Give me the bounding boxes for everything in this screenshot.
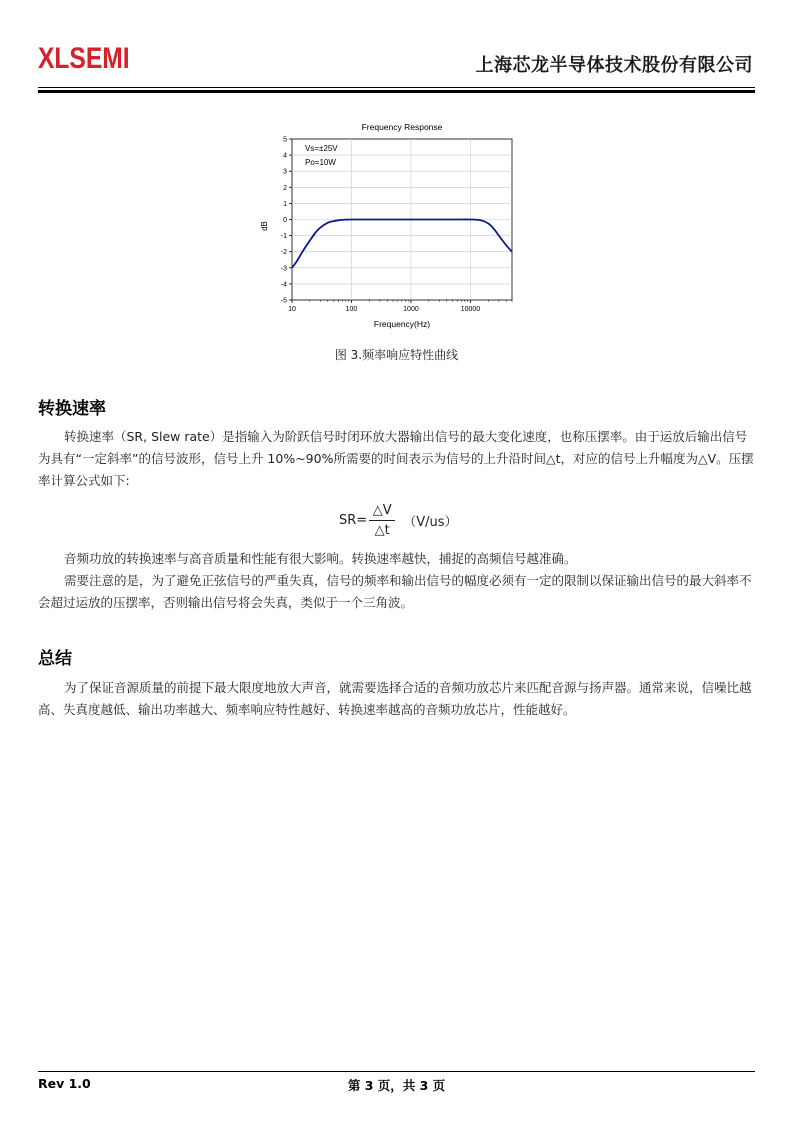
x-axis xyxy=(288,300,512,313)
slew-rate-paragraph-3: 需要注意的是，为了避免正弦信号的严重失真，信号的频率和输出信号的幅度必须有一定的限制以保证输出信号的最大斜率不会超过运放的压摆率，否则输出信号将会失真，类似于一个三角波。 xyxy=(38,573,752,610)
y-tick-label: 0 xyxy=(283,217,287,224)
y-tick-label: -3 xyxy=(280,265,287,273)
formula-denominator: △t xyxy=(374,522,390,538)
slew-rate-title: 转换速率 xyxy=(38,399,106,419)
y-tick-label: 1 xyxy=(283,200,287,208)
chart-title: Frequency Response xyxy=(361,122,443,132)
y-tick-label: -2 xyxy=(280,249,287,257)
y-tick-label: -1 xyxy=(280,233,287,241)
x-axis-label: Frequency(Hz) xyxy=(373,319,431,329)
frequency-response-chart xyxy=(250,118,530,338)
revision-label: Rev 1.0 xyxy=(38,1076,91,1091)
figure-caption: 图 3.频率响应特性曲线 xyxy=(334,348,459,362)
x-tick-label: 10000 xyxy=(460,306,481,313)
slew-rate-paragraph-1: 转换速率（SR, Slew rate）是指输入为阶跃信号时闭环放大器输出信号的最大变化速度，也称压摆率。由于运放后输出信号为具有“一定斜率”的信号波形，信号上升 10%~90%所需要的时间表示为信号的上升沿时间△t，对应的信号上升幅度为△V。压摆率计算公式如下: xyxy=(38,429,754,488)
xlsemi-logo: XLSEMI xyxy=(38,42,130,75)
annotation-po: Po=10W xyxy=(305,158,336,167)
response-curve xyxy=(292,219,512,267)
page-number: 第 3 页，共 3 页 xyxy=(347,1078,446,1093)
footer-divider xyxy=(38,1071,755,1072)
formula-unit: （V/us） xyxy=(403,514,458,530)
formula-fraction xyxy=(369,503,395,538)
slew-rate-formula xyxy=(339,498,457,542)
formula-numerator: △V xyxy=(372,502,392,518)
company-name: 上海芯龙半导体技术股份有限公司 xyxy=(475,55,753,76)
y-axis-label: dB xyxy=(260,221,269,231)
annotation-vs: Vs=±25V xyxy=(305,144,338,153)
y-tick-label: 5 xyxy=(283,136,287,144)
y-tick-label: -5 xyxy=(280,297,287,305)
y-tick-label: 2 xyxy=(283,184,287,192)
summary-paragraph: 为了保证音源质量的前提下最大限度地放大声音，就需要选择合适的音频功放芯片来匹配音源与扬声器。通常来说，信噪比越高、失真度越低、输出功率越大、频率响应特性越好、转换速率越高的音频功放芯片，性能越好。 xyxy=(38,680,752,717)
header-divider-thick xyxy=(38,90,755,93)
y-tick-label: 3 xyxy=(283,168,287,176)
y-tick-label: -4 xyxy=(280,281,287,289)
x-tick-label: 1000 xyxy=(403,306,419,313)
header-divider xyxy=(38,87,755,88)
summary-title: 总结 xyxy=(38,649,72,669)
y-axis xyxy=(281,137,292,305)
x-tick-label: 10 xyxy=(288,306,296,313)
slew-rate-paragraph-2: 音频功放的转换速率与高音质量和性能有很大影响。转换速率越快，捕捉的高频信号越准确。 xyxy=(64,551,577,566)
formula-lhs: SR= xyxy=(339,512,368,528)
x-tick-label: 100 xyxy=(345,306,358,313)
y-tick-label: 4 xyxy=(283,152,287,160)
